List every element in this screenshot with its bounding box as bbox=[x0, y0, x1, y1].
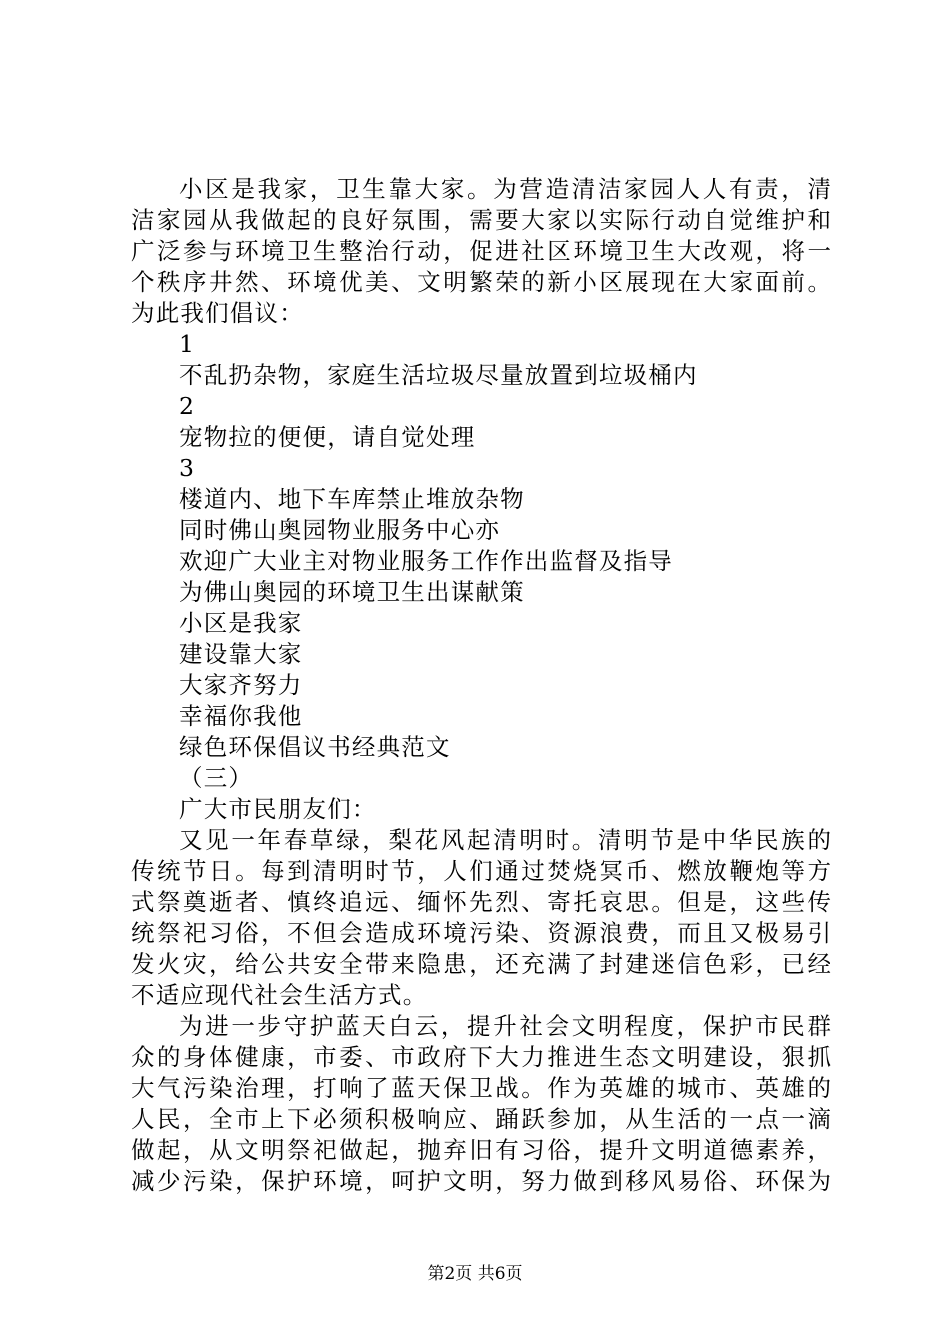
document-body bbox=[131, 174, 831, 1197]
salutation: 广大市民朋友们： bbox=[179, 795, 377, 823]
paragraph-line: 做起，从文明祭祀做起，抛弃旧有习俗，提升文明道德素养， bbox=[131, 1136, 831, 1164]
section-number: （三） bbox=[179, 764, 254, 792]
list-number: 3 bbox=[179, 454, 196, 482]
slogan-line: 小区是我家 bbox=[179, 609, 303, 637]
paragraph-line: 个秩序井然、环境优美、文明繁荣的新小区展现在大家面前。 bbox=[131, 268, 831, 296]
paragraph-line: 减少污染，保护环境，呵护文明，努力做到移风易俗、环保为 bbox=[131, 1167, 831, 1195]
paragraph-line: 为进一步守护蓝天白云，提升社会文明程度，保护市民群 bbox=[179, 1012, 831, 1040]
paragraph-line: 式祭奠逝者、慎终追远、缅怀先烈、寄托哀思。但是，这些传 bbox=[131, 888, 831, 916]
paragraph-line: 统祭祀习俗，不但会造成环境污染、资源浪费，而且又极易引 bbox=[131, 919, 831, 947]
paragraph-line: 大气污染治理，打响了蓝天保卫战。作为英雄的城市、英雄的 bbox=[131, 1074, 831, 1102]
paragraph-line: 为此我们倡议： bbox=[131, 299, 304, 327]
paragraph-line: 小区是我家，卫生靠大家。为营造清洁家园人人有责，清 bbox=[179, 175, 831, 203]
paragraph-line: 不适应现代社会生活方式。 bbox=[131, 981, 428, 1009]
paragraph-line: 洁家园从我做起的良好氛围，需要大家以实际行动自觉维护和 bbox=[131, 206, 831, 234]
paragraph-line: 广泛参与环境卫生整治行动，促进社区环境卫生大改观，将一 bbox=[131, 237, 831, 265]
section-title: 绿色环保倡议书经典范文 bbox=[179, 733, 451, 761]
slogan-line: 建设靠大家 bbox=[179, 640, 303, 668]
paragraph-line: 人民，全市上下必须积极响应、踊跃参加，从生活的一点一滴 bbox=[131, 1105, 831, 1133]
text-line: 同时佛山奥园物业服务中心亦 bbox=[179, 516, 501, 544]
list-item-text: 宠物拉的便便，请自觉处理 bbox=[179, 423, 476, 451]
paragraph-line: 传统节日。每到清明时节，人们通过焚烧冥币、燃放鞭炮等方 bbox=[131, 857, 831, 885]
paragraph-line: 众的身体健康，市委、市政府下大力推进生态文明建设，狠抓 bbox=[131, 1043, 831, 1071]
paragraph-line: 又见一年春草绿，梨花风起清明时。清明节是中华民族的 bbox=[179, 826, 831, 854]
list-item-text: 不乱扔杂物，家庭生活垃圾尽量放置到垃圾桶内 bbox=[179, 361, 698, 389]
slogan-line: 大家齐努力 bbox=[179, 671, 303, 699]
page-footer: 第2页 共6页 bbox=[427, 1264, 523, 1284]
list-number: 2 bbox=[179, 392, 196, 420]
list-number: 1 bbox=[179, 330, 196, 358]
list-item-text: 楼道内、地下车库禁止堆放杂物 bbox=[179, 485, 525, 513]
text-line: 欢迎广大业主对物业服务工作作出监督及指导 bbox=[179, 547, 673, 575]
paragraph-line: 发火灾，给公共安全带来隐患，还充满了封建迷信色彩，已经 bbox=[131, 950, 831, 978]
slogan-line: 幸福你我他 bbox=[179, 702, 303, 730]
text-line: 为佛山奥园的环境卫生出谋献策 bbox=[179, 578, 525, 606]
